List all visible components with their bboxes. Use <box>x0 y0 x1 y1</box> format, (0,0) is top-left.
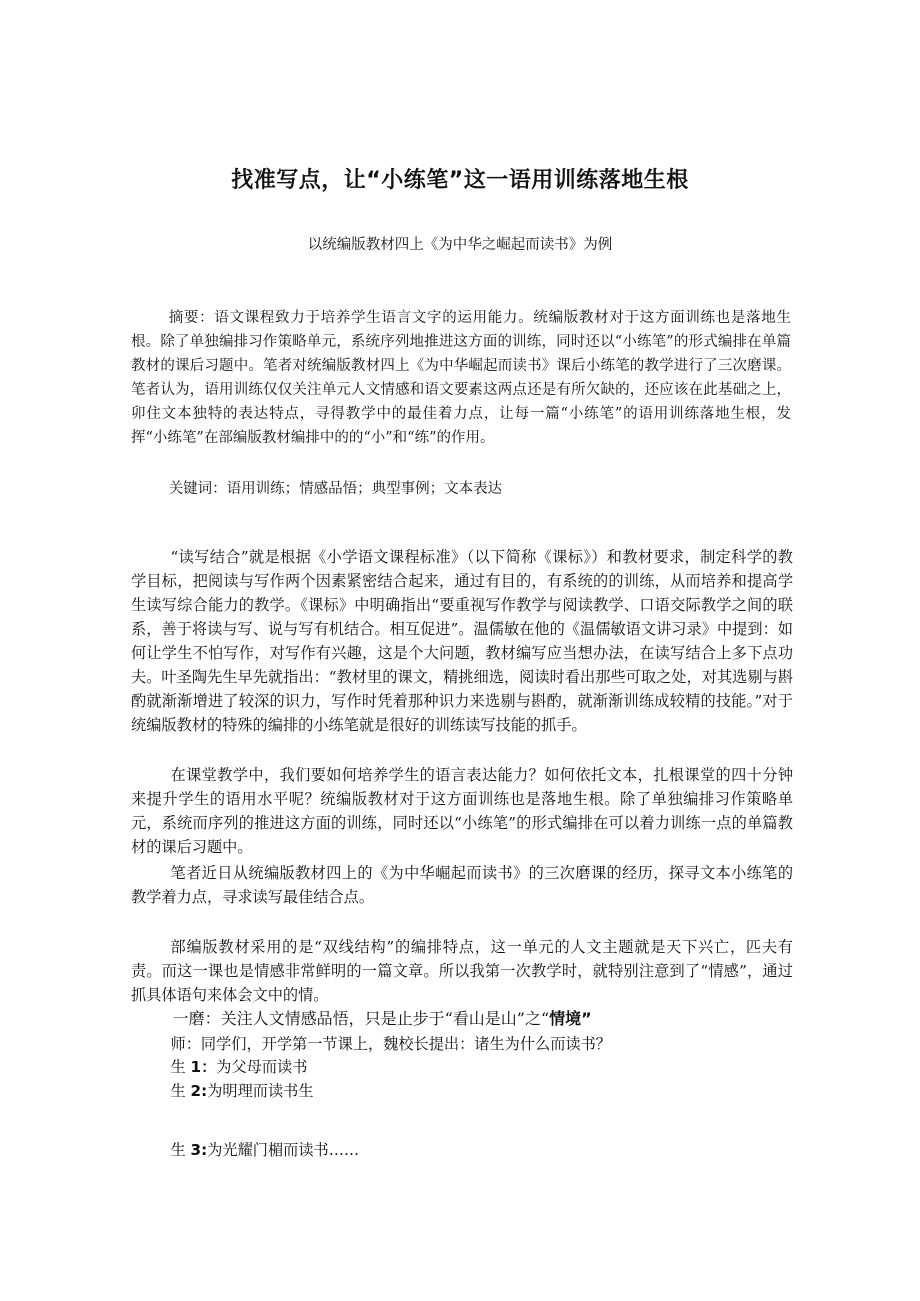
abstract: 摘要：语文课程致力于培养学生语言文字的运用能力。统编版教材对于这方面训练也是落地生根。除了单独编排习作策略单元，系统序列地推进这方面的训练，同时还以“小练笔”的形式编排在单篇教材的课后习题中。笔者对统编版教材四上《为中华崛起而读书》课后小练笔的教学进行了三次磨课。笔者认为，语用训练仅仅关注单元人文情感和语文要素这两点还是有所欠缺的，还应该在此基础之上，卯住文本独特的表达特点，寻得教学中的最佳着力点，让每一篇“小练笔”的语用训练落地生根，发挥“小练笔”在部编版教材编排中的的“小”和“练”的作用。 <box>131 310 791 446</box>
student-answer: 为父母而读书 <box>216 1058 308 1076</box>
student-prefix: 生 <box>170 1082 191 1100</box>
student-number: 3 <box>190 1141 202 1159</box>
body-paragraph: 在课堂教学中，我们要如何培养学生的语言表达能力？如何依托文本，扎根课堂的四十分钟来提升学生的语用水平呢？统编版教材对于这方面训练也是落地生根。除了单独编排习作策略单元，系统而序列的推进这方面的训练，同时还以“小练笔”的形式编排在可以着力训练一点的单篇教材的课后习题中。 <box>131 766 793 856</box>
document-subtitle: 以统编版教材四上《为中华之崛起而读书》为例 <box>307 237 613 253</box>
student-number: 1 <box>190 1058 202 1076</box>
section-heading-prefix: 一磨：关注人文情感品悟，只是止步于“看山是山”之“ <box>172 1009 550 1028</box>
student-prefix: 生 <box>170 1058 191 1076</box>
student-line-1 <box>131 1055 793 1079</box>
section-heading <box>131 1007 793 1031</box>
teacher-line: 师：同学们，开学第一节课上，魏校长提出：诸生为什么而读书？ <box>170 1035 611 1053</box>
student-answer: 为光耀门楣而读书…… <box>207 1141 360 1159</box>
student-number: 2 <box>190 1082 202 1100</box>
student-line-3 <box>131 1138 793 1162</box>
student-separator: ： <box>201 1058 217 1076</box>
student-separator: : <box>201 1082 208 1100</box>
keywords-label: 关键词： <box>168 481 227 497</box>
document-title: 找准写点，让“小练笔”这一语用训练落地生根 <box>231 168 689 193</box>
body-paragraph: 部编版教材采用的是“双线结构”的编排特点，这一单元的人文主题就是天下兴亡，匹夫有责。而这一课也是情感非常鲜明的一篇文章。所以我第一次教学时，就特别注意到了“情感”，通过抓具体语句来体会文中的情。 <box>131 938 793 1004</box>
student-answer: 为明理而读书生 <box>207 1082 314 1100</box>
student-line-2 <box>131 1079 793 1103</box>
body-paragraph: “读写结合”就是根据《小学语文课程标准》（以下简称《课标》）和教材要求，制定科学的教学目标，把阅读与写作两个因素紧密结合起来，通过有目的，有系统的的训练，从而培养和提高学生读写综合能力的教学。《课标》中明确指出“要重视写作教学与阅读教学、口语交际教学之间的联系，善于将读与写、说与写有机结合。相互促进”。温儒敏在他的《温儒敏语文讲习录》中提到：如何让学生不怕写作，对写作有兴趣，这是个大问题，教材编写应当想办法，在读写结合上多下点功夫。叶圣陶先生早先就指出：“教材里的课文，精挑细选，阅读时看出那些可取之处，对其选剔与斟酌就渐渐增进了较深的识力，写作时凭着那种识力来选剔与斟酌，就渐渐训练成较精的技能。”对于统编版教材的特殊的编排的小练笔就是很好的训练读写技能的抓手。 <box>131 548 793 734</box>
keywords-text: 语用训练；情感品悟；典型事例；文本表达 <box>226 481 503 497</box>
body-paragraph: 笔者近日从统编版教材四上的《为中华崛起而读书》的三次磨课的经历，探寻文本小练笔的教学着力点，寻求读写最佳结合点。 <box>131 864 793 906</box>
student-separator: : <box>201 1141 208 1159</box>
keywords <box>131 477 791 501</box>
student-prefix: 生 <box>170 1141 191 1159</box>
section-heading-suffix: ” <box>581 1009 592 1028</box>
section-heading-bold: 情境 <box>549 1009 582 1028</box>
